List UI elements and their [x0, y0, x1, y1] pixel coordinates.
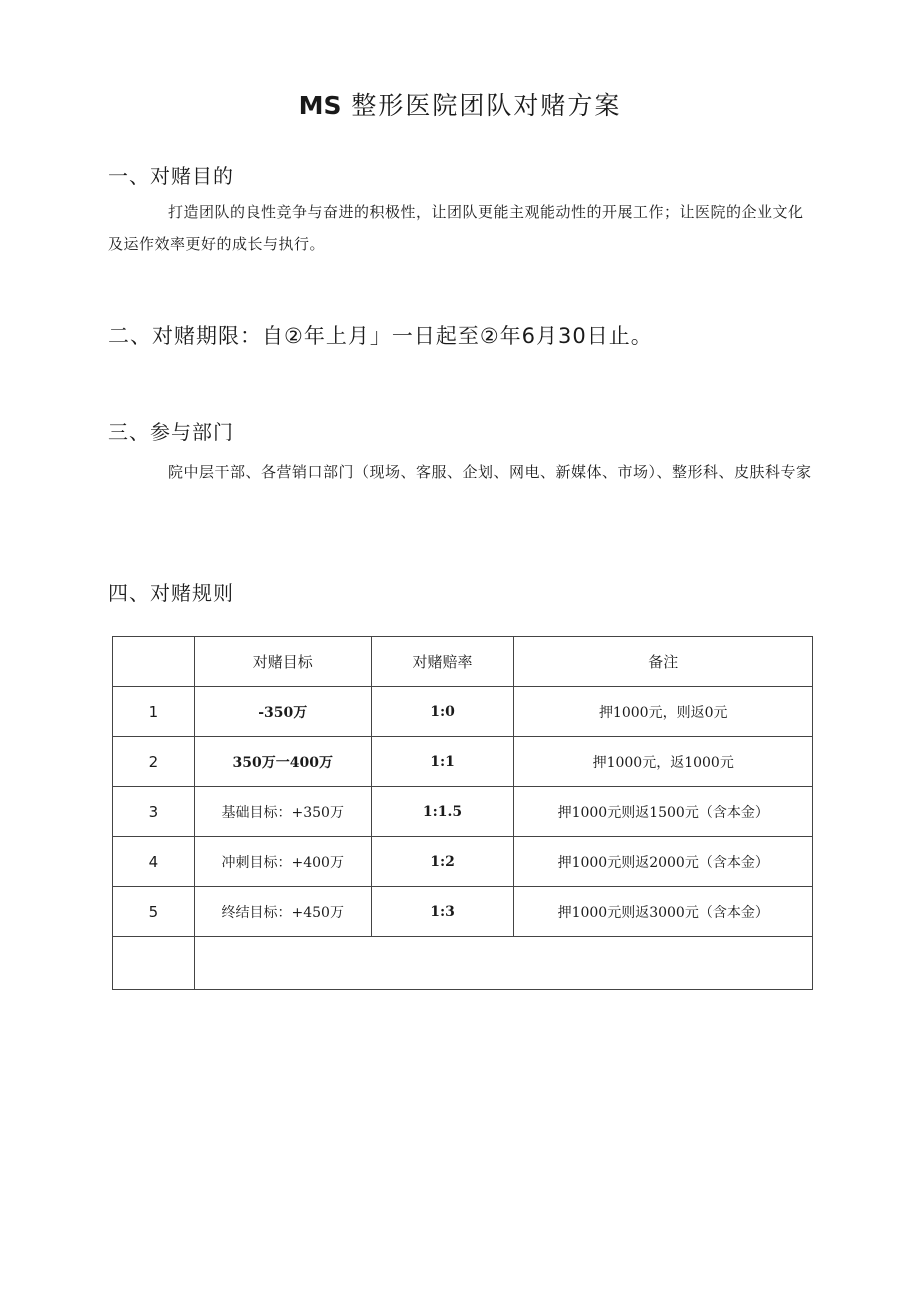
title-text: 整形医院团队对赌方案 — [351, 91, 622, 120]
rules-table — [112, 636, 813, 990]
row-note: 押1000元，返1000元 — [514, 737, 813, 787]
row-index: 4 — [113, 837, 195, 887]
header-cell-target: 对赌目标 — [194, 637, 371, 687]
row-odds: 1:3 — [371, 887, 514, 937]
row-odds: 1:2 — [371, 837, 514, 887]
empty-cell — [113, 937, 195, 990]
section-body-purpose: 打造团队的良性竞争与奋进的积极性，让团队更能主观能动性的开展工作；让医院的企业文化及运作效率更好的成长与执行。 — [108, 203, 804, 253]
table-empty-row — [113, 937, 813, 990]
header-cell-index — [113, 637, 195, 687]
table-row — [113, 887, 813, 937]
row-index: 3 — [113, 787, 195, 837]
table-row — [113, 787, 813, 837]
row-target: 350万一400万 — [194, 737, 371, 787]
row-index: 5 — [113, 887, 195, 937]
table-row — [113, 837, 813, 887]
row-odds: 1:1.5 — [371, 787, 514, 837]
row-target: 基础目标：+350万 — [194, 787, 371, 837]
header-cell-odds: 对赌赔率 — [371, 637, 514, 687]
row-index: 2 — [113, 737, 195, 787]
table-row — [113, 687, 813, 737]
row-target: 冲刺目标：+400万 — [194, 837, 371, 887]
section-heading-rules: 四、对赌规则 — [108, 581, 234, 605]
table-header-row — [113, 637, 813, 687]
row-note: 押1000元则返1500元（含本金） — [514, 787, 813, 837]
section-heading-period: 二、对赌期限：自②年上月」一日起至②年6月30日止。 — [108, 324, 653, 348]
page-title — [0, 86, 920, 122]
row-note: 押1000元则返3000元（含本金） — [514, 887, 813, 937]
section-body-departments: 院中层干部、各营销口部门（现场、客服、企划、网电、新媒体、市场）、整形科、皮肤科专家 — [168, 463, 812, 481]
empty-merged-cell — [194, 937, 812, 990]
row-index: 1 — [113, 687, 195, 737]
row-target: -350万 — [194, 687, 371, 737]
row-target: 终结目标：+450万 — [194, 887, 371, 937]
row-note: 押1000元则返2000元（含本金） — [514, 837, 813, 887]
section-heading-purpose: 一、对赌目的 — [108, 164, 234, 188]
section-heading-departments: 三、参与部门 — [108, 420, 234, 444]
title-brand: MS — [298, 91, 342, 120]
row-odds: 1:1 — [371, 737, 514, 787]
header-cell-note: 备注 — [514, 637, 813, 687]
row-note: 押1000元，则返0元 — [514, 687, 813, 737]
row-odds: 1:0 — [371, 687, 514, 737]
table-row — [113, 737, 813, 787]
